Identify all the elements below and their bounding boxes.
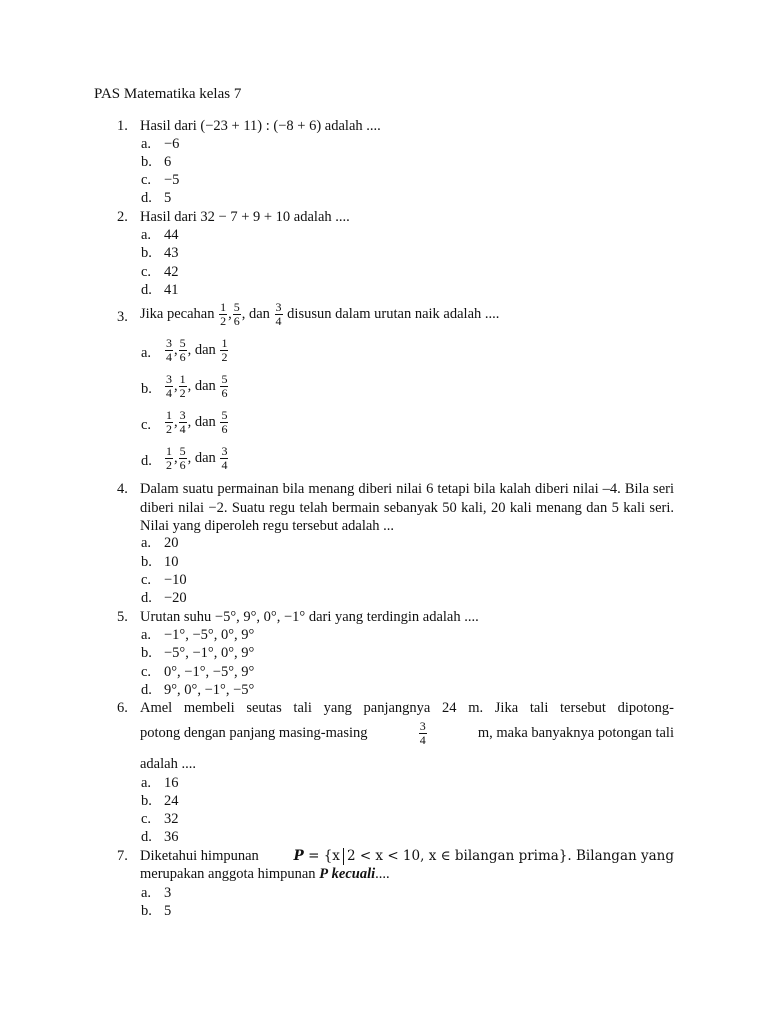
option-label: c. bbox=[141, 264, 152, 280]
option-text: 24 bbox=[164, 793, 179, 809]
option-4d bbox=[141, 590, 187, 607]
option-3b bbox=[141, 373, 229, 400]
option-2c bbox=[141, 264, 179, 281]
option-4c bbox=[141, 572, 187, 589]
question-6-line3 bbox=[117, 756, 674, 773]
question-text-line1: Amel membeli seutas tali yang panjangnya 24 m. Jika tali tersebut dipotong- bbox=[140, 700, 674, 716]
question-text-line2a: merupakan anggota himpunan bbox=[140, 866, 316, 882]
question-number: 2. bbox=[117, 209, 128, 225]
option-7b bbox=[141, 903, 171, 920]
option-text: −5°, −1°, 0°, 9° bbox=[164, 645, 255, 661]
option-3a bbox=[141, 337, 229, 364]
option-label: a. bbox=[141, 535, 152, 551]
question-number: 1. bbox=[117, 118, 128, 134]
option-label: d. bbox=[141, 453, 152, 469]
fraction: $\frac{3}{4}$ bbox=[275, 300, 282, 328]
set-variable: P bbox=[319, 866, 329, 882]
option-text: 10 bbox=[164, 554, 179, 570]
question-5 bbox=[117, 609, 674, 626]
question-number: 4. bbox=[117, 481, 128, 497]
option-label: b. bbox=[141, 381, 152, 397]
option-label: b. bbox=[141, 245, 152, 261]
fraction: $\frac{1}{2}$ bbox=[220, 300, 227, 328]
fraction: $\frac{3}{4}$ bbox=[419, 719, 426, 747]
option-text: 44 bbox=[164, 227, 179, 243]
option-text: −10 bbox=[164, 572, 187, 588]
option-text: $\frac{3}{4}$ , $\frac{5}{6}$ , dan $\frac{1}{2}$ bbox=[166, 336, 228, 364]
option-text: 32 bbox=[164, 811, 179, 827]
option-label: c. bbox=[141, 811, 152, 827]
question-text: Urutan suhu −5°, 9°, 0°, −1° dari yang terdingin adalah .... bbox=[140, 609, 479, 625]
option-text: −1°, −5°, 0°, 9° bbox=[164, 627, 255, 643]
question-number: 5. bbox=[117, 609, 128, 625]
option-label: d. bbox=[141, 829, 152, 845]
question-text-pre: Diketahui himpunan bbox=[140, 848, 259, 864]
option-text: 9°, 0°, −1°, −5° bbox=[164, 682, 255, 698]
option-text: 3 bbox=[164, 885, 172, 901]
option-text: 0°, −1°, −5°, 9° bbox=[164, 664, 255, 680]
option-label: a. bbox=[141, 227, 152, 243]
option-2d bbox=[141, 282, 179, 299]
option-3d bbox=[141, 445, 229, 472]
question-text: Jika pecahan $\frac{1}{2}$ , $\frac{5}{6}$ , dan $\frac{3}{4}$ disusun dalam urutan naik adalah .... bbox=[140, 300, 500, 328]
option-label: d. bbox=[141, 282, 152, 298]
option-2b bbox=[141, 245, 179, 262]
option-label: b. bbox=[141, 645, 152, 661]
question-text-line2b: m, maka banyaknya potongan tali bbox=[477, 725, 674, 741]
option-6a bbox=[141, 775, 179, 792]
option-text: 36 bbox=[164, 829, 179, 845]
option-label: a. bbox=[141, 885, 152, 901]
question-2 bbox=[117, 209, 674, 226]
option-4b bbox=[141, 554, 179, 571]
option-1b bbox=[141, 154, 171, 171]
question-7 bbox=[117, 848, 674, 865]
option-text: 20 bbox=[164, 535, 179, 551]
option-5c bbox=[141, 664, 254, 681]
option-1d bbox=[141, 190, 171, 207]
option-label: b. bbox=[141, 903, 152, 919]
question-number: 3. bbox=[117, 309, 128, 325]
set-notation: P = {x 2 < x < 10, x ∈ bilangan prima}. Bilangan yang bbox=[293, 848, 674, 864]
question-text: Hasil dari (−23 + 11) : (−8 + 6) adalah .... bbox=[140, 118, 381, 134]
option-text: 6 bbox=[164, 154, 172, 170]
option-5b bbox=[141, 645, 254, 662]
option-label: c. bbox=[141, 572, 152, 588]
question-6-line2 bbox=[117, 720, 674, 747]
option-text: 42 bbox=[164, 264, 179, 280]
question-1 bbox=[117, 118, 674, 135]
question-text-post: disusun dalam urutan naik adalah .... bbox=[287, 305, 500, 322]
option-label: d. bbox=[141, 190, 152, 206]
fraction: $\frac{5}{6}$ bbox=[233, 300, 240, 328]
option-text: 5 bbox=[164, 903, 172, 919]
question-text-pre: Jika pecahan bbox=[140, 305, 215, 322]
option-1c bbox=[141, 172, 179, 189]
option-1a bbox=[141, 136, 179, 153]
option-text: $\frac{3}{4}$ , $\frac{1}{2}$ , dan $\frac{5}{6}$ bbox=[166, 372, 228, 400]
option-label: a. bbox=[141, 627, 152, 643]
option-6c bbox=[141, 811, 179, 828]
option-6b bbox=[141, 793, 179, 810]
option-text: −5 bbox=[164, 172, 180, 188]
divider-bar bbox=[343, 848, 344, 865]
option-text: 43 bbox=[164, 245, 179, 261]
option-text: $\frac{1}{2}$ , $\frac{5}{6}$ , dan $\frac{3}{4}$ bbox=[166, 444, 228, 472]
option-7a bbox=[141, 885, 171, 902]
option-text: −20 bbox=[164, 590, 187, 606]
option-text: $\frac{1}{2}$ , $\frac{3}{4}$ , dan $\frac{5}{6}$ bbox=[166, 408, 228, 436]
question-3 bbox=[117, 301, 674, 328]
question-7-line2: merupakan anggota himpunan P kecuali.... bbox=[140, 866, 390, 882]
option-2a bbox=[141, 227, 179, 244]
option-text: −6 bbox=[164, 136, 180, 152]
question-text-line3: adalah .... bbox=[140, 756, 196, 772]
question-4 bbox=[117, 480, 674, 536]
option-text: 41 bbox=[164, 282, 179, 298]
option-label: b. bbox=[141, 554, 152, 570]
option-label: a. bbox=[141, 775, 152, 791]
option-text: 5 bbox=[164, 190, 172, 206]
option-3c bbox=[141, 409, 229, 436]
question-text-line2a: potong dengan panjang masing-masing bbox=[140, 725, 368, 741]
option-6d bbox=[141, 829, 179, 846]
option-label: c. bbox=[141, 664, 152, 680]
option-label: a. bbox=[141, 136, 152, 152]
question-number: 6. bbox=[117, 700, 128, 716]
option-text: 16 bbox=[164, 775, 179, 791]
question-6 bbox=[117, 700, 674, 717]
option-5d bbox=[141, 682, 254, 699]
document-title: PAS Matematika kelas 7 bbox=[94, 86, 242, 102]
option-label: a. bbox=[141, 345, 152, 361]
question-number: 7. bbox=[117, 848, 128, 864]
option-label: d. bbox=[141, 682, 152, 698]
question-text: Hasil dari 32 − 7 + 9 + 10 adalah .... bbox=[140, 209, 350, 225]
option-5a bbox=[141, 627, 254, 644]
question-text: Dalam suatu permainan bila menang diberi nilai 6 tetapi bila kalah diberi nilai –4. Bila seri diberi nilai −2. Suatu regu telah bermain sebanyak 50 kali, 20 kali menang dan 5 kali seri. Nilai yang diperoleh regu tersebut adalah ... bbox=[140, 481, 674, 534]
option-label: c. bbox=[141, 172, 152, 188]
emphasis-kecuali: kecuali bbox=[331, 866, 376, 882]
option-label: b. bbox=[141, 793, 152, 809]
option-4a bbox=[141, 535, 179, 552]
option-label: b. bbox=[141, 154, 152, 170]
option-label: d. bbox=[141, 590, 152, 606]
option-label: c. bbox=[141, 417, 152, 433]
